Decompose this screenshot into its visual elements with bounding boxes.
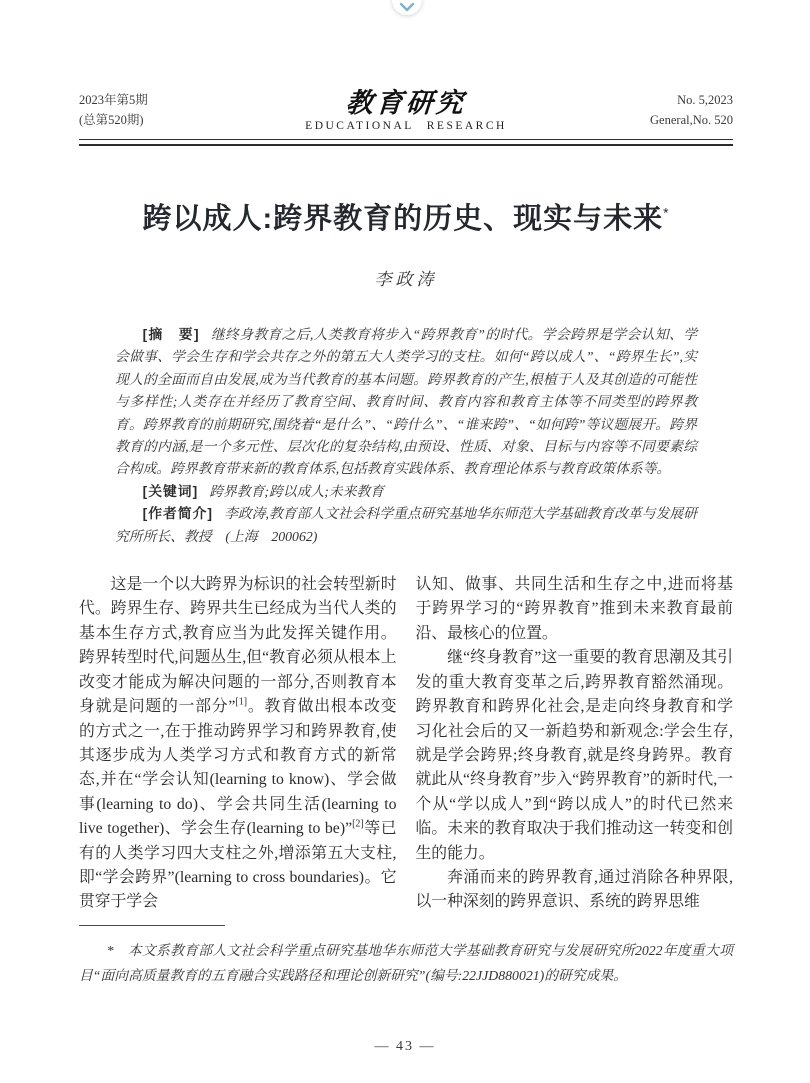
chevron-down-icon (399, 2, 415, 12)
reference-mark: [2] (352, 818, 364, 830)
journal-header (79, 0, 733, 132)
body-paragraph: 奔涌而来的跨界教育,通过消除各种界限,以一种深刻的跨界意识、系统的跨界思维 (415, 868, 733, 911)
abstract-label: [摘 要] (142, 327, 200, 342)
footnote-text: * 本文系教育部人文社会科学重点研究基地华东师范大学基础教育研究与发展研究所2022年度重大项目“面向高质量教育的五育融合实践路径和理论创新研究”(编号:22JJD880021)的研究成果。 (79, 942, 733, 983)
body-column-left (79, 573, 397, 926)
page-number: — 43 — (374, 1039, 436, 1054)
author-bio-label: [作者简介] (142, 506, 214, 522)
issue-total-number: (总第520期) (79, 113, 144, 127)
issue-year-number: 2023年第5期 (79, 93, 148, 107)
body-column-right (416, 573, 734, 926)
title-footnote-mark: * (663, 204, 670, 221)
issue-info-en (507, 90, 733, 130)
article-title (79, 196, 733, 237)
issue-info-cn (79, 90, 305, 130)
keywords-label: [关键词] (142, 483, 199, 499)
abstract-text: 继终身教育之后,人类教育将步入“跨界教育”的时代。学会跨界是学会认知、学会做事、学会生存和学会共存之外的第五大人类学习的支柱。如何“跨以成人”、“跨界生长”,实现人的全面而自由发展,成为当代教育的基本问题。跨界教育的产生,根植于人及其创造的可能性与多样性;人类存在并经历了教育空间、教育时间、教育内容和教育主体等不同类型的跨界教育。跨界教育的前期研究,围绕着“是什么”、“跨什么”、“谁来跨”、“如何跨”等议题展开。跨界教育的内涵,是一个多元性、层次化的复杂结构,由预设、性质、对象、目标与内容等不同要素综合构成。跨界教育带来新的教育体系,包括教育实践体系、教育理论体系与教育政策体系等。 (115, 327, 697, 477)
body-columns (79, 573, 733, 926)
journal-logo-english: EDUCATIONAL RESEARCH (305, 120, 507, 132)
body-paragraph: 这是一个以大跨界为标识的社会转型新时代。跨界生存、跨界共生已经成为当代人类的基本生存方式,教育应当为此发挥关键作用。跨界转型时代,问题丛生,但“教育必须从根本上改变才能成为解决问题的一部分,否则教育本身就是问题的一部分”[1]。教育做出根本改变的方式之一,在于推动跨界学习和跨界教育,使其逐步成为人类学习方式和教育方式的新常态,并在“学会认知(learning to know)、学会做事(learning to do)、学会共同生活(learning to live together)、学会生存(learning to be)”[2]等已有的人类学习四大支柱之外,增添第五大支柱,即“学会跨界”(learning to cross boundaries)。它贯穿于学会 (79, 576, 397, 911)
header-divider (79, 139, 733, 146)
abstract-block (79, 324, 733, 548)
keywords-text: 跨界教育;跨以成人;未来教育 (209, 483, 384, 499)
keywords-paragraph (115, 481, 697, 503)
journal-logo (305, 90, 507, 132)
reference-mark: [1] (235, 696, 248, 708)
issue-number-en: No. 5,2023 (677, 93, 733, 107)
footnote-divider (79, 925, 225, 926)
abstract-paragraph (115, 324, 697, 481)
author-bio-paragraph (115, 503, 697, 548)
body-paragraph: 认知、做事、共同生活和生存之中,进而将基于跨界学习的“跨界教育”推到未来教育最前沿、最核心的位置。 (415, 576, 733, 642)
author-bio-text: 李政涛,教育部人文社会科学重点研究基地华东师范大学基础教育改革与发展研究所所长、教授 (上海 200062) (115, 506, 697, 544)
article-title-text: 跨以成人:跨界教育的历史、现实与未来 (142, 203, 664, 235)
author-name: 李政涛 (374, 270, 438, 289)
journal-logo-chinese: 教育研究 (344, 88, 468, 119)
body-paragraph: 继“终身教育”这一重要的教育思潮及其引发的重大教育变革之后,跨界教育豁然涌现。跨界教育和跨界化社会,是走向终身教育和学习化社会后的又一新趋势和新观念:学会生存,就是学会跨界;终身教育,就是终身跨界。教育就此从“终身教育”步入“跨界教育”的新时代,一个从“学以成人”到“跨以成人”的时代已然来临。未来的教育取决于我们推动这一转变和创生的能力。 (415, 649, 733, 862)
issue-general-number-en: General,No. 520 (650, 113, 733, 127)
